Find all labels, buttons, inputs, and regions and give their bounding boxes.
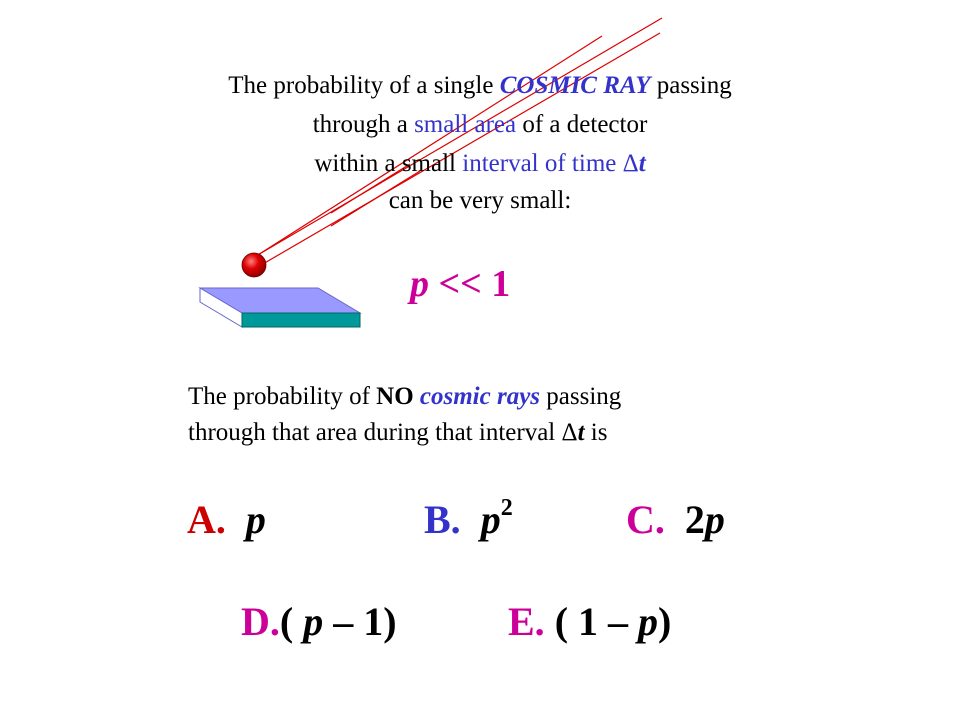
- intro-line-4: [0, 186, 960, 216]
- cosmic-rays-term: cosmic rays: [419, 383, 541, 410]
- option-e-close: ): [658, 599, 672, 644]
- cosmic-ray-particle: [242, 253, 266, 277]
- detector-front-face: [242, 313, 360, 327]
- option-a-label: A.: [187, 497, 226, 542]
- option-e[interactable]: [508, 599, 671, 645]
- question-text: passing: [540, 383, 622, 410]
- intro-line-3: [0, 149, 960, 179]
- option-c[interactable]: [626, 497, 725, 543]
- option-d-rest: – 1): [323, 599, 397, 644]
- formula-rest: << 1: [429, 263, 511, 305]
- delta-symbol: Δ: [622, 150, 639, 177]
- option-e-open: ( 1 –: [544, 599, 639, 644]
- question-text: is: [584, 419, 608, 446]
- option-e-variable: p: [638, 599, 659, 644]
- intro-text: passing: [650, 72, 732, 99]
- question-text: The probability of: [188, 383, 377, 410]
- formula-variable: p: [410, 263, 429, 305]
- option-d-label: D.: [241, 599, 280, 644]
- delta-symbol: Δ: [561, 419, 578, 446]
- intro-line-1: [0, 71, 960, 101]
- cosmic-ray-trail: [250, 18, 662, 268]
- question-line-2: [188, 418, 607, 448]
- option-b[interactable]: [424, 494, 513, 543]
- option-e-label: E.: [508, 599, 545, 644]
- option-c-coefficient: 2: [684, 497, 705, 542]
- option-d[interactable]: [241, 599, 397, 645]
- question-line-1: [188, 382, 621, 412]
- cosmic-ray-term: COSMIC RAY: [499, 72, 651, 99]
- option-d-variable: p: [303, 599, 324, 644]
- time-symbol: t: [577, 419, 585, 446]
- option-a[interactable]: [187, 497, 266, 543]
- intro-text: through a: [312, 111, 415, 138]
- time-symbol: t: [638, 150, 646, 177]
- ray-trail-line: [250, 36, 602, 260]
- probability-formula: [410, 262, 510, 306]
- intro-text: of a detector: [516, 111, 648, 138]
- intro-text: within a small: [314, 150, 463, 177]
- intro-text: can be very small:: [388, 187, 572, 214]
- option-d-open: (: [279, 599, 304, 644]
- intro-text: The probability of a single: [228, 72, 500, 99]
- interval-term: interval of time: [462, 150, 623, 177]
- option-a-text: p: [245, 497, 266, 542]
- option-b-text: p: [480, 497, 501, 542]
- question-text: through that area during that interval: [188, 419, 562, 446]
- option-b-label: B.: [424, 497, 461, 542]
- option-b-exponent: 2: [500, 494, 513, 521]
- small-area-term: small area: [414, 111, 517, 138]
- detector-slab: [200, 288, 360, 327]
- intro-line-2: [0, 110, 960, 140]
- no-term: NO: [376, 383, 414, 410]
- option-c-label: C.: [626, 497, 665, 542]
- option-c-variable: p: [704, 497, 725, 542]
